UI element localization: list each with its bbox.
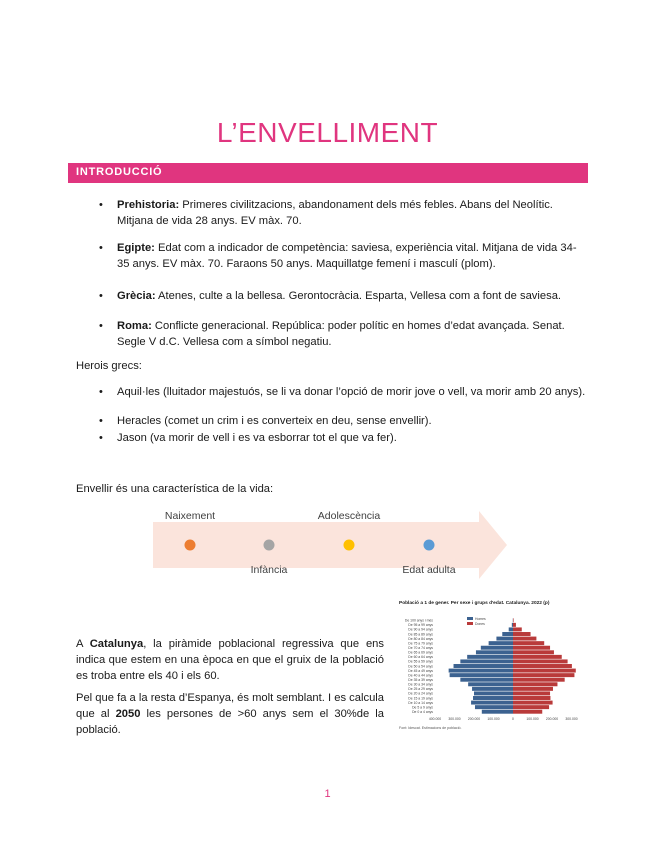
pyramid-bar-dones — [513, 696, 550, 700]
heroes-intro: Herois grecs: — [76, 360, 142, 372]
pyramid-bar-homes — [467, 655, 513, 659]
stage-label-infancia: Infància — [250, 564, 288, 576]
pyramid-age-label: De 0 a 4 anys — [412, 710, 433, 714]
pyramid-bar-homes — [468, 682, 513, 686]
pyramid-age-label: De 90 a 94 anys — [408, 627, 433, 632]
legend-label: Dones — [475, 622, 485, 626]
pyramid-age-label: De 35 a 39 anys — [408, 678, 433, 682]
text-run: A — [76, 638, 90, 650]
pyramid-bar-dones — [513, 710, 542, 714]
pyramid-x-tick: 300.000 — [565, 717, 578, 721]
bullet-text: Atenes, culte a la bellesa. Gerontocràcia. Esparta, Vellesa com a font de saviesa. — [155, 290, 562, 302]
pyramid-bar-dones — [513, 655, 562, 659]
pyramid-bar-homes — [512, 623, 513, 627]
pyramid-age-label: De 30 a 34 anys — [408, 682, 433, 687]
history-bullet-egipte — [99, 240, 587, 272]
bullet-dot: • — [99, 320, 103, 332]
hero-bullet-aquilles — [99, 384, 587, 400]
chart-title: Població a 1 de gener. Per sexe i grups d'edat. Catalunya. 2022 (p) — [399, 601, 550, 606]
legend-swatch — [467, 622, 473, 625]
pyramid-bar-homes — [502, 632, 513, 636]
pyramid-bar-homes — [473, 696, 513, 700]
pyramid-bar-homes — [472, 687, 513, 691]
pyramid-x-tick: 200.000 — [467, 717, 481, 721]
bullet-text: Edat com a indicador de competència: saviesa, experiència vital. Mitjana de vida 34-35 anys. EV màx. 70. Faraons 50 anys. Maquillatge femení i masculí (plom). — [117, 242, 577, 270]
stage-label-adolescencia: Adolescència — [317, 510, 381, 522]
pyramid-age-label: De 45 a 49 anys — [408, 668, 433, 673]
pyramid-bar-dones — [513, 682, 557, 686]
history-bullet-prehistoria — [99, 197, 587, 229]
pyramid-bar-homes — [481, 646, 513, 650]
pyramid-bar-homes — [482, 710, 513, 714]
pyramid-bar-homes — [454, 664, 513, 668]
pyramid-age-label: De 40 a 44 anys — [408, 673, 433, 678]
bullet-text: Conflicte generacional. República: poder polític en homes d’edat avançada. Senat. Segle V d.C. Vellesa com a símbol negatiu. — [117, 320, 565, 348]
pyramid-age-label: De 85 a 89 anys — [408, 632, 433, 637]
pyramid-bar-homes — [460, 659, 513, 663]
aging-intro: Envellir és una característica de la vida: — [76, 483, 274, 495]
text-run: Pel que fa a la resta d’Espanya, és molt semblant. I es calcula que al — [76, 692, 384, 720]
stage-dot-edat-adulta — [424, 540, 435, 551]
pyramid-svg — [395, 604, 595, 728]
history-bullet-roma — [99, 318, 587, 350]
legend-label: Homes — [475, 617, 486, 621]
bullet-text: Primeres civilitzacions, abandonament dels més febles. Abans del Neolític. Mitjana de vida 28 anys. EV màx. 70. — [117, 199, 553, 227]
pyramid-x-tick: 200.000 — [545, 717, 559, 721]
text-bold: 2050 — [115, 708, 141, 720]
pyramid-bar-dones — [513, 664, 572, 668]
pyramid-bar-dones — [513, 705, 549, 709]
pyramid-bar-dones — [513, 687, 553, 691]
history-bullet-grecia — [99, 288, 587, 304]
text-run: , la piràmide poblacional regressiva que ens indica que estem en una època en que el gruix de la població es troba entre els 40 i els 60. — [76, 638, 384, 682]
bullet-dot: • — [99, 290, 103, 302]
pyramid-age-label: De 15 a 19 anys — [408, 696, 433, 701]
catalunya-paragraph — [76, 636, 384, 684]
pyramid-age-label: De 100 anys i més — [404, 618, 433, 623]
pyramid-age-label: De 95 a 99 anys — [408, 623, 433, 628]
pyramid-age-label: De 80 a 84 anys — [408, 636, 433, 641]
pyramid-x-tick: 100.000 — [526, 717, 539, 721]
stage-dot-infancia — [264, 540, 275, 551]
bullet-label: Prehistoria: — [117, 199, 180, 211]
page-number: 1 — [324, 788, 331, 800]
hero-bullet-heracles — [99, 413, 587, 429]
pyramid-age-label: De 75 a 79 anys — [408, 641, 433, 646]
hero-bullet-jason — [99, 430, 587, 446]
pyramid-bar-dones — [513, 678, 565, 682]
text-bold: Catalunya — [89, 638, 144, 650]
bullet-text: Jason (va morir de vell i es va esborrar tot el que va fer). — [117, 432, 397, 444]
pyramid-bar-dones — [513, 641, 544, 645]
pyramid-bar-homes — [489, 641, 513, 645]
pyramid-age-label: De 70 a 74 anys — [408, 646, 433, 650]
pyramid-bar-dones — [513, 669, 576, 673]
pyramid-age-label: De 60 a 64 anys — [408, 655, 433, 660]
bullet-dot: • — [99, 386, 103, 398]
pyramid-age-label: De 50 a 54 anys — [408, 664, 433, 669]
stage-dot-naixement — [185, 540, 196, 551]
pyramid-bar-dones — [513, 623, 516, 627]
section-header-label: INTRODUCCIÓ — [76, 166, 163, 178]
legend-swatch — [467, 617, 473, 620]
stage-dot-adolescencia — [344, 540, 355, 551]
pyramid-bar-homes — [471, 701, 513, 705]
pyramid-x-tick: 400.000 — [428, 717, 442, 721]
pyramid-bar-homes — [460, 678, 513, 682]
pyramid-bar-homes — [509, 627, 513, 631]
spain-paragraph — [76, 690, 384, 738]
pyramid-age-label: De 25 a 29 anys — [408, 687, 433, 692]
pyramid-bar-dones — [513, 627, 522, 631]
bullet-label: Egipte: — [117, 242, 155, 254]
pyramid-x-tick: 300.000 — [448, 717, 461, 721]
pyramid-bar-homes — [450, 673, 513, 677]
pyramid-bar-homes — [496, 637, 513, 641]
pyramid-age-label: De 55 a 59 anys — [408, 659, 433, 664]
pyramid-bar-dones — [513, 650, 554, 654]
pyramid-age-label: De 10 a 14 anys — [408, 700, 433, 705]
text-run: les persones de >60 anys sem el 30%de la població. — [76, 708, 384, 736]
pyramid-bar-dones — [513, 646, 550, 650]
document-title: L’ENVELLIMENT — [216, 117, 439, 148]
bullet-dot: • — [99, 415, 103, 427]
bullet-label: Roma: — [117, 320, 152, 332]
bullet-text: Aquil·les (lluitador majestuós, se li va donar l’opció de morir jove o vell, va morir amb 20 anys). — [117, 386, 586, 398]
pyramid-bar-dones — [513, 659, 568, 663]
pyramid-bar-homes — [474, 691, 513, 695]
pyramid-bar-homes — [449, 669, 513, 673]
pyramid-bar-dones — [513, 637, 536, 641]
pyramid-bar-homes — [476, 650, 513, 654]
pyramid-age-label: De 20 a 24 anys — [408, 691, 433, 696]
bullet-dot: • — [99, 242, 103, 254]
pyramid-bar-dones — [513, 701, 553, 705]
stage-label-edat-adulta: Edat adulta — [402, 564, 456, 576]
pyramid-x-tick: 0 — [512, 717, 514, 721]
life-stages-timeline — [153, 506, 513, 582]
pyramid-bar-dones — [513, 618, 514, 622]
pyramid-bar-dones — [513, 673, 574, 677]
stage-label-naixement: Naixement — [164, 510, 216, 522]
pyramid-age-label: De 65 a 69 anys — [408, 650, 433, 655]
pyramid-bar-homes — [475, 705, 513, 709]
chart-footnote: Font: Idescat. Estimacions de població. — [399, 726, 462, 730]
pyramid-bar-dones — [513, 691, 550, 695]
bullet-label: Grècia: — [117, 290, 156, 302]
pyramid-age-label: De 5 a 9 anys — [412, 705, 433, 710]
pyramid-bar-dones — [513, 632, 531, 636]
population-pyramid-chart — [395, 598, 595, 736]
bullet-dot: • — [99, 199, 103, 211]
bullet-dot: • — [99, 432, 103, 444]
section-header-bar — [68, 163, 588, 183]
pyramid-x-tick: 100.000 — [487, 717, 500, 721]
bullet-text: Heracles (comet un crim i es converteix en deu, sense envellir). — [117, 415, 432, 427]
